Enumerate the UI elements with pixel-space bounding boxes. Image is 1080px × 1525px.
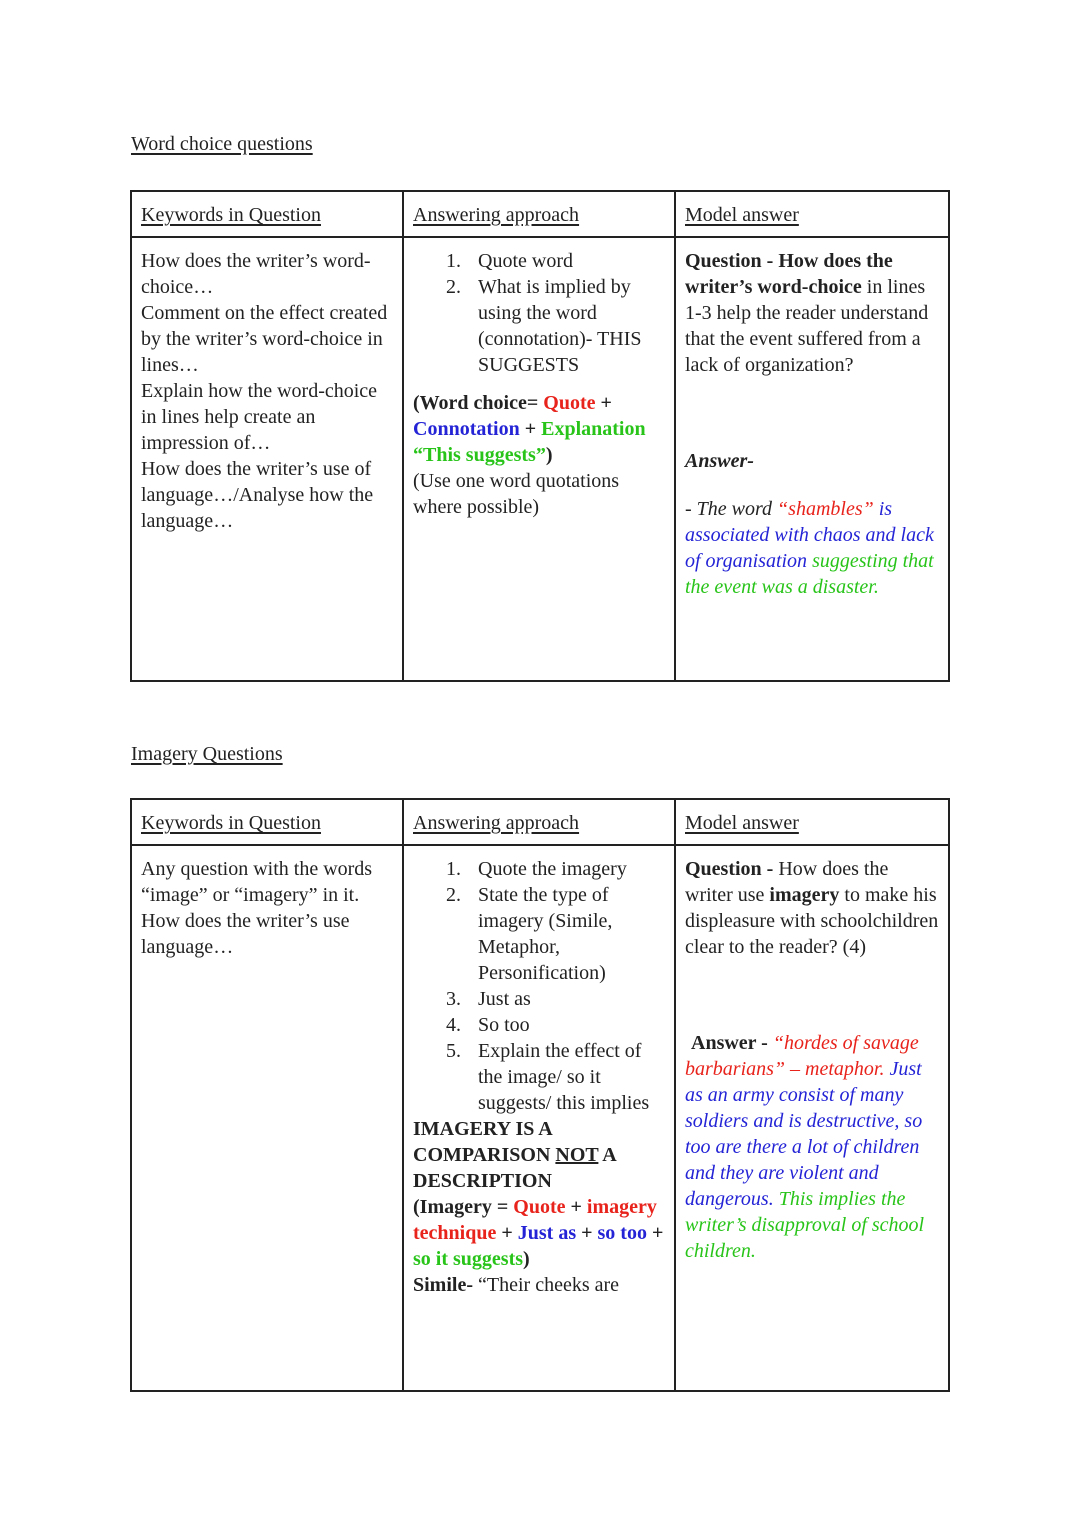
model-question-label: Question - How does the writer’s word-choice [685,250,893,298]
imagery-definition [413,1116,666,1194]
caps-part: A DESCRIPTION [413,1144,616,1192]
formula-close: ) [545,444,553,466]
step-text: Quote word [478,250,573,272]
section-title-word-choice: Word choice questions [131,133,313,155]
model-question-label: Question - [685,858,779,880]
model-question-text: in lines 1-3 help the reader understand that the event suffered from a lack of organization? [685,276,929,376]
table-body-row [131,845,949,1391]
formula-technique: imagery technique [413,1196,657,1244]
formula-plus: + [595,392,612,414]
step-text: Quote the imagery [478,858,627,880]
model-question [685,856,940,960]
approach-formula [413,1194,666,1272]
imagery-table [130,798,950,1392]
model-question-text: How does the writer use [685,858,889,906]
formula-just-as: Just as [517,1222,577,1244]
answer-implication: This implies the writer’s disapproval of school children. [685,1188,925,1262]
header-approach: Answering approach [413,812,580,834]
header-approach: Answering approach [413,204,580,226]
answer-connotation: is associated with chaos and lack of organisation [685,498,934,572]
header-model-answer: Model answer [685,204,799,226]
model-answer-text [685,496,940,600]
step-number: 5. [446,1040,461,1062]
caps-not: NOT [555,1144,599,1166]
approach-step [413,1038,666,1116]
formula-plus: + [519,418,542,440]
formula-quote: Quote [543,392,596,414]
keywords-cell [131,845,403,1391]
approach-steps [413,856,666,1116]
table-header-row [131,191,949,237]
approach-step [413,1012,666,1038]
approach-step [413,986,666,1012]
simile-example [413,1272,666,1298]
word-choice-table [130,190,950,682]
header-keywords: Keywords in Question [141,204,321,226]
table-body-row [131,237,949,681]
keyword-item: How does the writer’s use of language…/Analyse how the language… [141,458,374,532]
answer-part: - The word [685,498,778,520]
formula-explanation: Explanation “This suggests” [413,418,646,466]
keyword-item: Explain how the word-choice in lines help create an impression of… [141,380,378,454]
formula-so-too: so too [597,1222,647,1244]
answer-comparison: Just as an army consist of many soldiers and is destructive, so too are there a lot of children and they are violent and dangerous. [685,1058,923,1210]
keywords-cell [131,237,403,681]
step-text: Explain the effect of the image/ so it suggests/ this implies [478,1040,650,1114]
header-cell-model [675,191,949,237]
approach-steps [413,248,666,378]
header-cell-approach [403,799,675,845]
step-number: 4. [446,1014,461,1036]
header-cell-approach [403,191,675,237]
step-number: 2. [446,276,461,298]
formula-plus: + [646,1222,664,1244]
step-number: 2. [446,884,461,906]
step-text: What is implied by using the word (connotation)- THIS SUGGESTS [478,276,642,376]
formula-close: ) [523,1248,530,1270]
approach-formula [413,390,666,468]
simile-label: Simile- [413,1274,473,1296]
answer-explanation: suggesting that the event was a disaster. [685,550,934,598]
keyword-item: How does the writer’s use language… [141,910,350,958]
approach-step [413,274,666,378]
keyword-item: Any question with the words “image” or “imagery” in it. [141,858,373,906]
formula-open: (Word choice= [413,392,544,414]
formula-plus: + [565,1196,587,1218]
model-answer-cell [675,845,949,1391]
model-answer-label: Answer - [691,1032,773,1054]
keyword-item: How does the writer’s word-choice… [141,250,371,298]
header-model-answer: Model answer [685,812,799,834]
header-cell-keywords [131,799,403,845]
header-cell-model [675,799,949,845]
approach-step [413,856,666,882]
formula-plus: + [576,1222,598,1244]
answer-quote: “hordes of savage barbarians” – [685,1032,919,1080]
step-text: State the type of imagery (Simile, Metaphor, Personification) [478,884,613,984]
formula-quote: Quote [513,1196,566,1218]
model-question [685,248,940,378]
approach-cell [403,845,675,1391]
approach-step [413,882,666,986]
formula-connotation: Connotation [413,418,520,440]
step-text: So too [478,1014,530,1036]
approach-step [413,248,666,274]
step-number: 1. [446,858,461,880]
model-answer-cell [675,237,949,681]
step-text: Just as [478,988,531,1010]
section-title-imagery: Imagery Questions [131,743,283,765]
formula-open: (Imagery = [413,1196,514,1218]
step-number: 1. [446,250,461,272]
header-keywords: Keywords in Question [141,812,321,834]
formula-plus: + [496,1222,518,1244]
step-number: 3. [446,988,461,1010]
keyword-item: Comment on the effect created by the writer’s word-choice in lines… [141,302,388,376]
header-cell-keywords [131,191,403,237]
model-question-bold: imagery [769,884,840,906]
model-answer-label: Answer- [685,450,754,472]
model-question-text: to make his displeasure with schoolchildren clear to the reader? (4) [685,884,939,958]
simile-text: “Their cheeks are [473,1274,620,1296]
approach-cell [403,237,675,681]
answer-quote: “shambles” [777,498,874,520]
answer-metaphor: metaphor. [800,1058,885,1080]
model-answer-text [685,1030,940,1264]
approach-note: (Use one word quotations where possible) [413,470,620,518]
formula-suggests: so it suggests [413,1248,524,1270]
table-header-row [131,799,949,845]
caps-part: IMAGERY IS A COMPARISON [413,1118,556,1166]
